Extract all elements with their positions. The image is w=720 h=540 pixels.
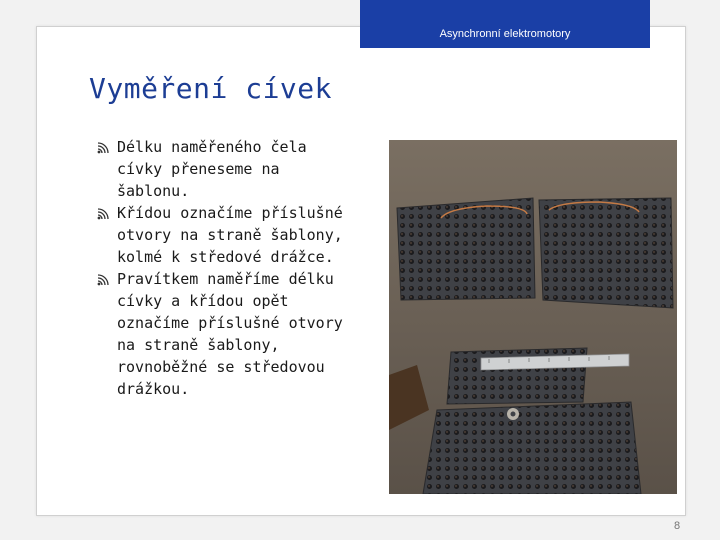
bullet-text: Délku naměřeného čela cívky přeneseme na šablonu. <box>117 138 307 200</box>
bullet-text: Křídou označíme příslušné otvory na straně šablony, kolmé k středové drážce. <box>117 204 343 266</box>
bullet-item <box>97 136 359 202</box>
page-number: 8 <box>674 520 681 532</box>
slide-title: Vyměření cívek <box>89 72 333 105</box>
header-band <box>360 0 650 48</box>
wifi-icon <box>97 142 109 154</box>
coil-template-photo <box>389 140 677 494</box>
wifi-icon <box>97 208 109 220</box>
bullet-list <box>97 136 359 400</box>
bullet-text: Pravítkem naměříme délku cívky a křídou opět označíme příslušné otvory na straně šablony, rovnoběžné se středovou drážkou. <box>117 270 343 398</box>
bullet-item <box>97 268 359 400</box>
header-title: Asynchronní elektromotory <box>439 28 571 40</box>
bullet-item <box>97 202 359 268</box>
wifi-icon <box>97 274 109 286</box>
